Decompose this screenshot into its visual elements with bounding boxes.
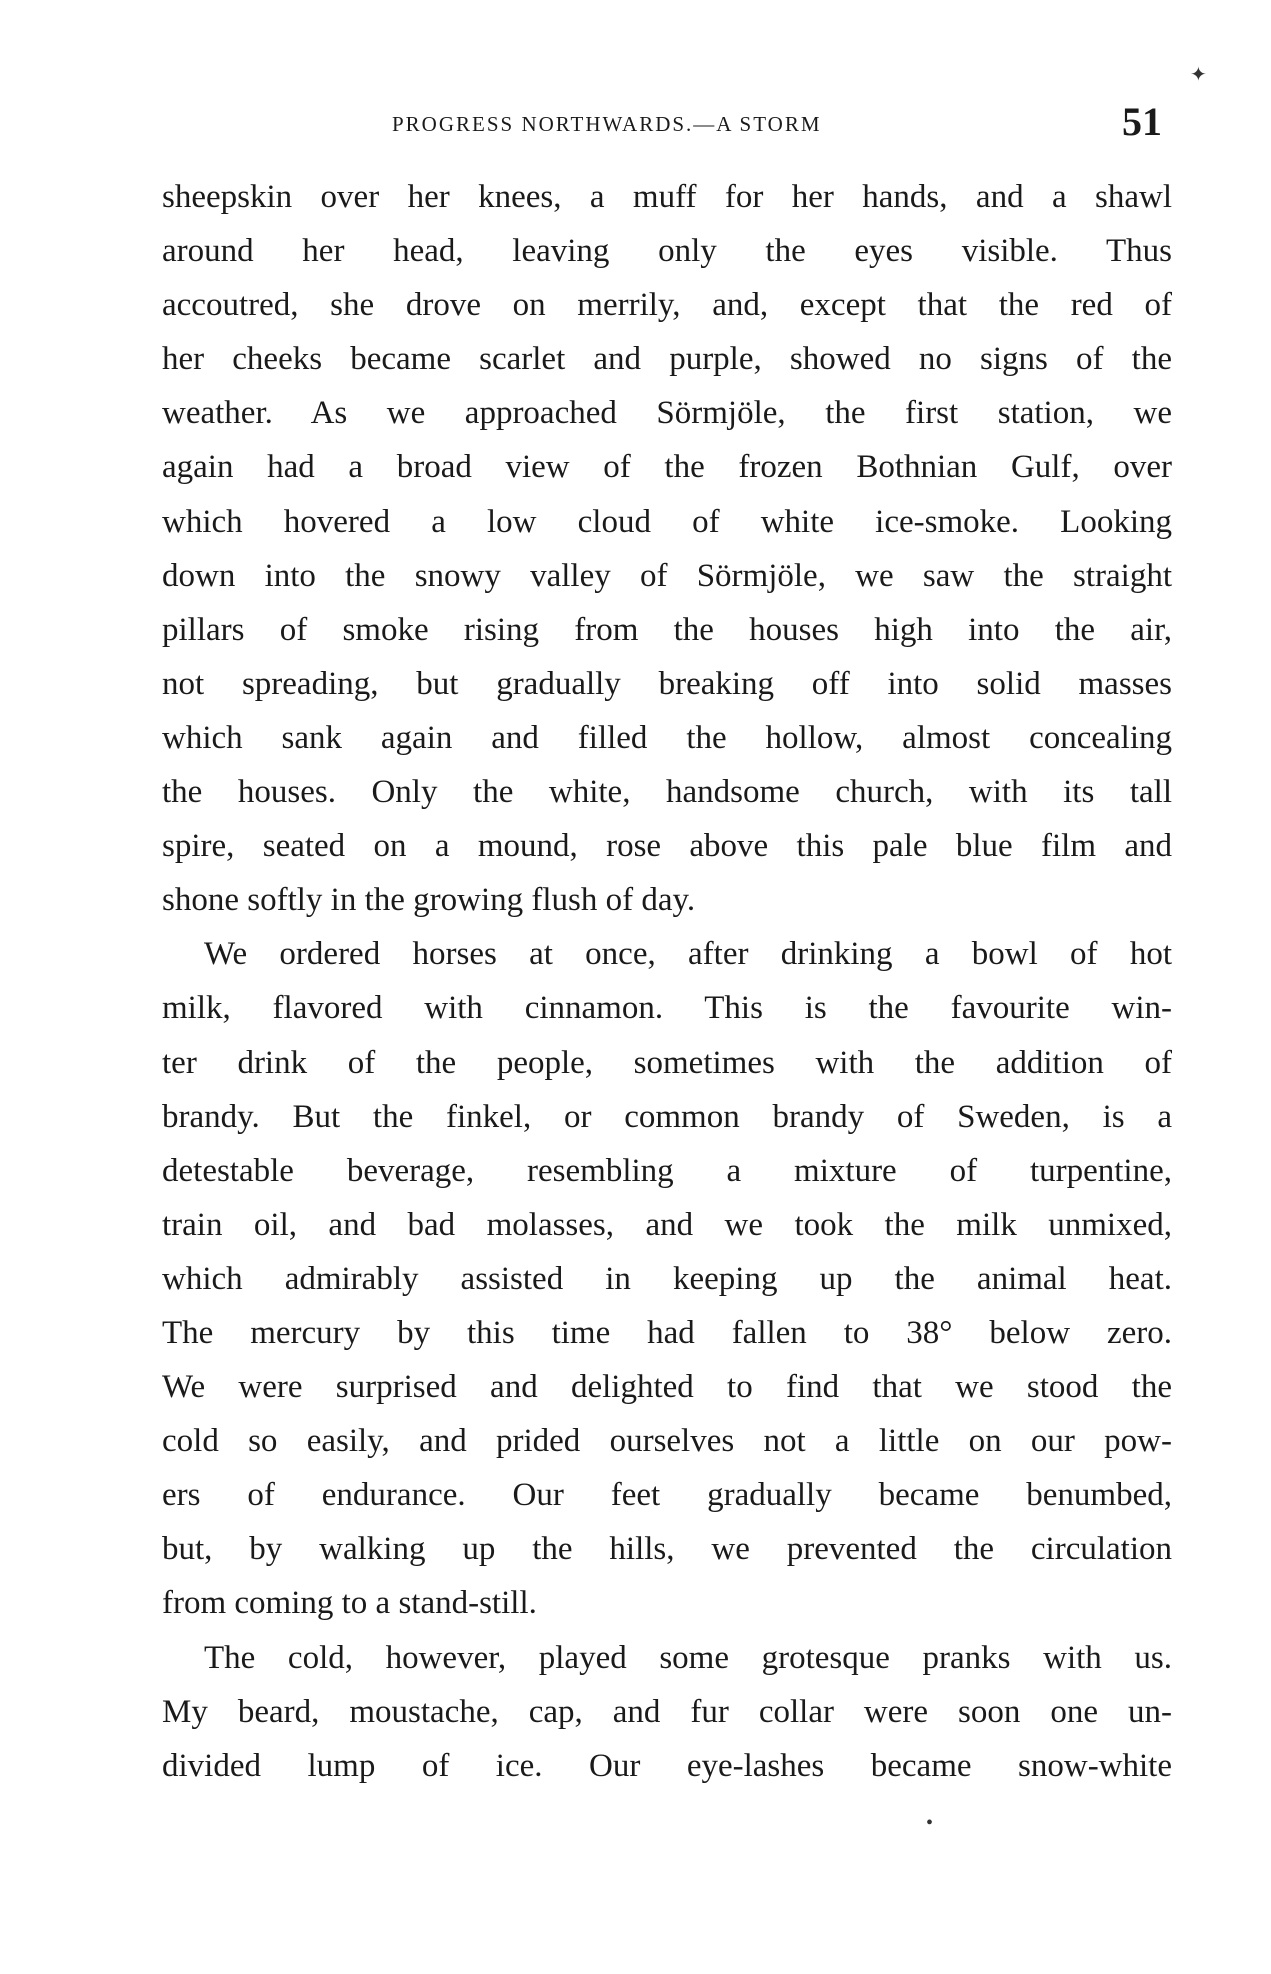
- paragraph-1: [162, 170, 1172, 927]
- running-header: PROGRESS NORTHWARDS.—A STORM: [392, 112, 822, 136]
- text-line: which admirably assisted in keeping up the animal heat.: [162, 1260, 1172, 1297]
- text-line: ter drink of the people, sometimes with the addition of: [162, 1044, 1172, 1081]
- text-line: detestable beverage, resembling a mixture of turpentine,: [162, 1152, 1172, 1189]
- text-line: divided lump of ice. Our eye-lashes became snow-white: [162, 1747, 1172, 1784]
- text-line: her cheeks became scarlet and purple, showed no signs of the: [162, 341, 1172, 378]
- text-line: not spreading, but gradually breaking off into solid masses: [162, 665, 1172, 702]
- text-line: around her head, leaving only the eyes visible. Thus: [162, 233, 1172, 270]
- text-line: We ordered horses at once, after drinking a bowl of hot: [204, 936, 1172, 973]
- text-line: again had a broad view of the frozen Bothnian Gulf, over: [162, 449, 1172, 486]
- text-line: We were surprised and delighted to find that we stood the: [162, 1369, 1172, 1406]
- text-line: ers of endurance. Our feet gradually became benumbed,: [162, 1477, 1172, 1514]
- text-line: brandy. But the finkel, or common brandy of Sweden, is a: [162, 1098, 1172, 1135]
- text-line: pillars of smoke rising from the houses high into the air,: [162, 611, 1172, 648]
- printer-mark-icon: ✦: [1190, 64, 1207, 86]
- text-line: accoutred, she drove on merrily, and, except that the red of: [162, 287, 1172, 324]
- page-number: 51: [1122, 99, 1162, 144]
- text-line: weather. As we approached Sörmjöle, the first station, we: [162, 395, 1172, 432]
- text-line: The cold, however, played some grotesque pranks with us.: [204, 1639, 1172, 1676]
- text-line: from coming to a stand-still.: [162, 1585, 537, 1622]
- text-line: which sank again and filled the hollow, almost concealing: [162, 719, 1172, 756]
- text-line: but, by walking up the hills, we prevented the circulation: [162, 1531, 1172, 1568]
- text-line: sheepskin over her knees, a muff for her hands, and a shawl: [162, 179, 1172, 215]
- text-line: the houses. Only the white, handsome church, with its tall: [162, 774, 1172, 811]
- text-line: spire, seated on a mound, rose above this pale blue film and: [162, 828, 1172, 865]
- body-text: [162, 170, 1172, 1793]
- stray-dot-icon: •: [926, 1812, 934, 1834]
- text-line: which hovered a low cloud of white ice-smoke. Looking: [162, 503, 1172, 540]
- paragraph-2: [162, 927, 1172, 1630]
- text-line: My beard, moustache, cap, and fur collar were soon one un-: [162, 1693, 1172, 1730]
- text-line: down into the snowy valley of Sörmjöle, we saw the straight: [162, 557, 1172, 594]
- text-line: shone softly in the growing flush of day.: [162, 882, 696, 919]
- text-line: cold so easily, and prided ourselves not a little on our pow-: [162, 1423, 1172, 1460]
- text-line: train oil, and bad molasses, and we took the milk unmixed,: [162, 1206, 1172, 1243]
- text-line: The mercury by this time had fallen to 38° below zero.: [162, 1314, 1172, 1351]
- text-line: milk, flavored with cinnamon. This is the favourite win-: [162, 990, 1172, 1027]
- paragraph-3: [162, 1631, 1172, 1793]
